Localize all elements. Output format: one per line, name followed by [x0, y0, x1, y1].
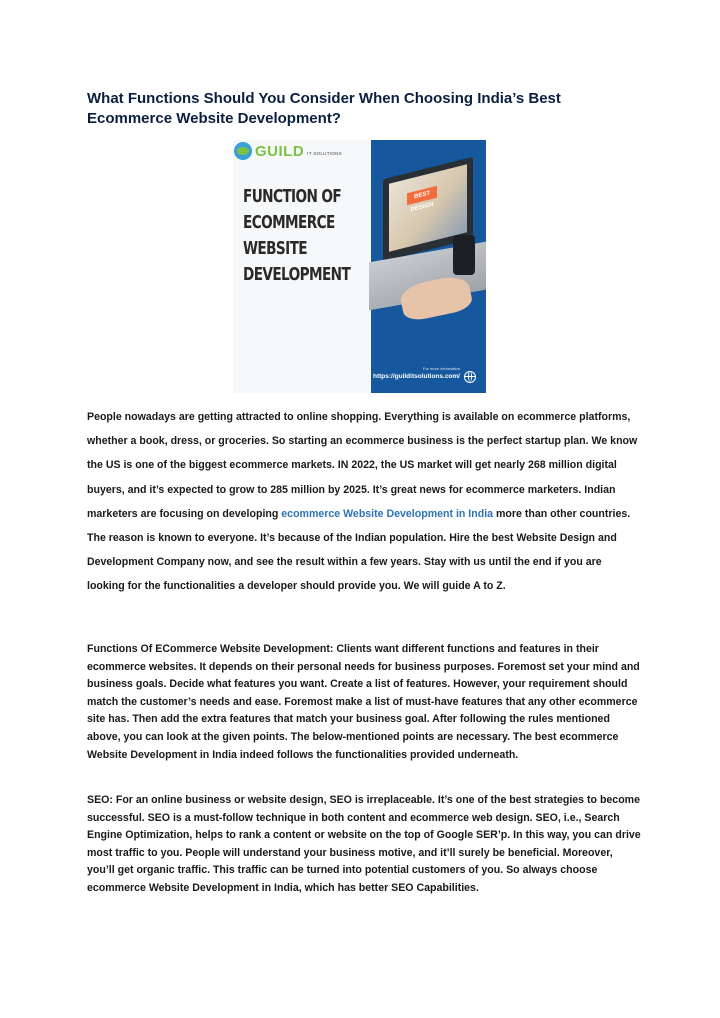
globe-icon	[464, 371, 476, 383]
intro-paragraph	[87, 405, 642, 599]
banner-headline-line: FUNCTION OF	[243, 187, 342, 207]
logo-word: GUILD	[255, 142, 305, 160]
banner-url-bar	[233, 366, 486, 393]
functions-paragraph: Functions Of ECommerce Website Development: Clients want different functions and features in their ecommerce websites. It depends on their personal needs for business purposes. Foremost set your mind and business goals. Decide what features you want. Create a list of features. However, your requirement should match the customer’s needs and ease. Foremost make a list of must-have features that any other ecommerce site has. Then add the extra features that match your business goal. After following the rules mentioned above, you can look at the given points. The below-mentioned points are necessary. The best ecommerce Website Development in India indeed follows the functionalities provided underneath.	[87, 643, 640, 761]
seo-paragraph: SEO: For an online business or website design, SEO is irreplaceable. It’s one of the best strategies to become successful. SEO is a must-follow technique in both content and ecommerce web design. SEO, i.e., Search Engine Optimization, helps to rank a content or website on the top of Google SER’p. In this way, you can drive most traffic to you. People will understand your business motive, and it’ll surely be beneficial. Moreover, you’ll get organic traffic. This traffic can be turned into potential customers of you. So always choose ecommerce Website Development in India, which has better SEO Capabilities.	[87, 794, 641, 894]
banner-headline-line: DEVELOPMENT	[243, 265, 351, 285]
banner-headline-line: ECOMMERCE	[243, 213, 335, 233]
intro-text-after-link: more than other countries. The reason is known to everyone. It’s because of the Indian population. Hire the best Website Design and Development Company now, and see the result within a few years. Stay with us until the end if you are looking for the functionalities a developer should provide you. We will guide A to Z.	[87, 507, 631, 593]
intro-text-before-link: People nowadays are getting attracted to online shopping. Everything is available on ecommerce platforms, whether a book, dress, or groceries. So starting an ecommerce business is the perfect startup plan. We know the US is one of the biggest ecommerce markets. IN 2022, the US market will get nearly 268 million digital buyers, and it’s expected to grow to 285 million by 2025. It’s great news for ecommerce marketers. Indian marketers are focusing on developing	[87, 411, 638, 520]
article-title: What Functions Should You Consider When Choosing India’s Best Ecommerce Website Development?	[87, 90, 561, 127]
guild-logo-icon	[234, 142, 252, 160]
banner-headline	[243, 184, 351, 288]
article-banner-image	[233, 140, 486, 393]
banner-url: https://guilditsolutions.com/	[372, 373, 460, 380]
screen-badge: BEST DESIGN	[407, 186, 437, 205]
ecommerce-development-link[interactable]: ecommerce Website Development in India	[281, 507, 494, 520]
phone-illustration	[453, 235, 475, 275]
url-caption: For more information	[422, 366, 460, 371]
banner-headline-line: WEBSITE	[243, 239, 307, 259]
logo-subtitle: IT SOLUTIONS	[307, 150, 342, 156]
guild-logo	[233, 140, 342, 162]
